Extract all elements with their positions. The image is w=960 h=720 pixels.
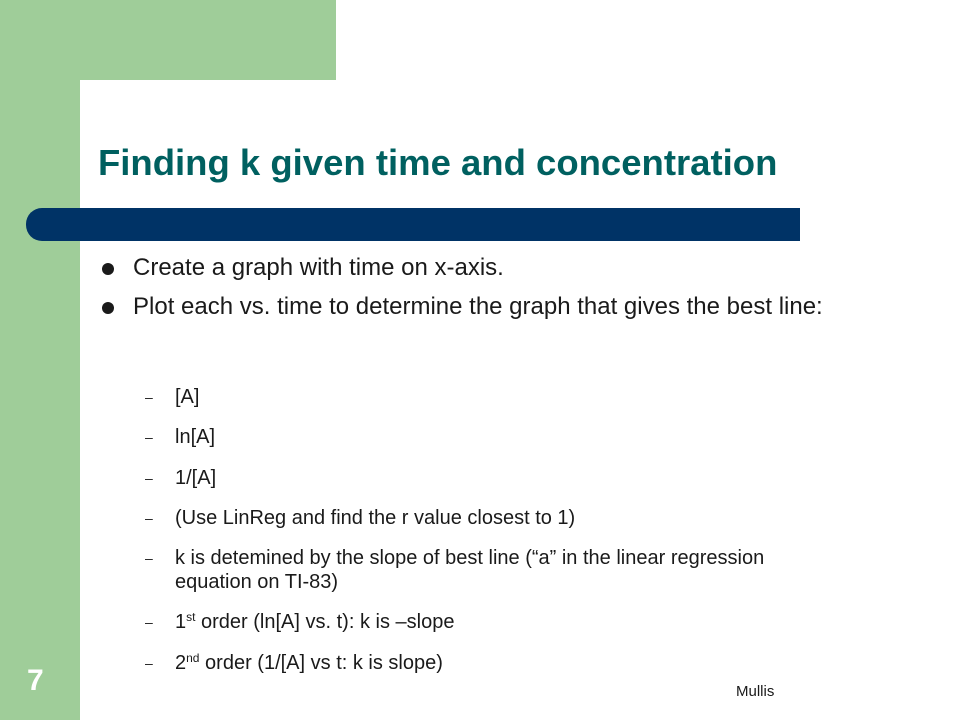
sub-bullet-item [145, 425, 845, 449]
left-accent-strip [0, 0, 80, 720]
order-suffix: nd [186, 650, 200, 665]
sub-bullet-item [145, 466, 845, 490]
sub-bullet-text: (Use LinReg and find the r value closest to 1) [175, 506, 576, 529]
dash-icon: – [145, 429, 153, 446]
footer-author: Mullis [736, 683, 775, 700]
first-order-item [145, 610, 845, 634]
sub-bullet-item [145, 385, 845, 409]
top-accent-block [0, 0, 336, 80]
sub-bullet-text: k is detemined by the slope of best line (“a” in the linear regression equation on TI-83) [175, 547, 765, 594]
bullet-dot-icon [102, 263, 114, 275]
sub-bullet-item [145, 546, 845, 594]
sub-bullet-list [145, 385, 845, 691]
bullet-item [102, 292, 862, 322]
order-suffix: st [186, 610, 196, 625]
second-order-item [145, 651, 845, 675]
order-text: order (ln[A] vs. t): k is –slope [195, 611, 455, 634]
title-underline-bar [26, 208, 800, 241]
dash-icon: – [145, 389, 153, 405]
dash-icon: – [145, 614, 153, 631]
dash-icon: – [145, 654, 153, 671]
dash-icon: – [145, 509, 153, 526]
page-number: 7 [27, 664, 44, 697]
order-text: order (1/[A] vs t: k is slope) [199, 651, 443, 674]
order-number: 2 [175, 651, 187, 674]
bullet-text: Create a graph with time on x-axis. [133, 254, 504, 281]
sub-bullet-text: ln[A] [175, 426, 216, 449]
bullet-item [102, 253, 862, 283]
order-number: 1 [175, 611, 187, 634]
bullet-list [102, 253, 862, 331]
sub-bullet-text: 1/[A] [175, 466, 217, 489]
dash-icon: – [145, 550, 153, 567]
bullet-dot-icon [102, 302, 114, 314]
sub-bullet-text: [A] [175, 386, 200, 408]
slide-title: Finding k given time and concentration [98, 142, 778, 183]
sub-bullet-item [145, 506, 845, 530]
dash-icon: – [145, 469, 153, 486]
bullet-text: Plot each vs. time to determine the graph that gives the best line: [133, 293, 823, 320]
